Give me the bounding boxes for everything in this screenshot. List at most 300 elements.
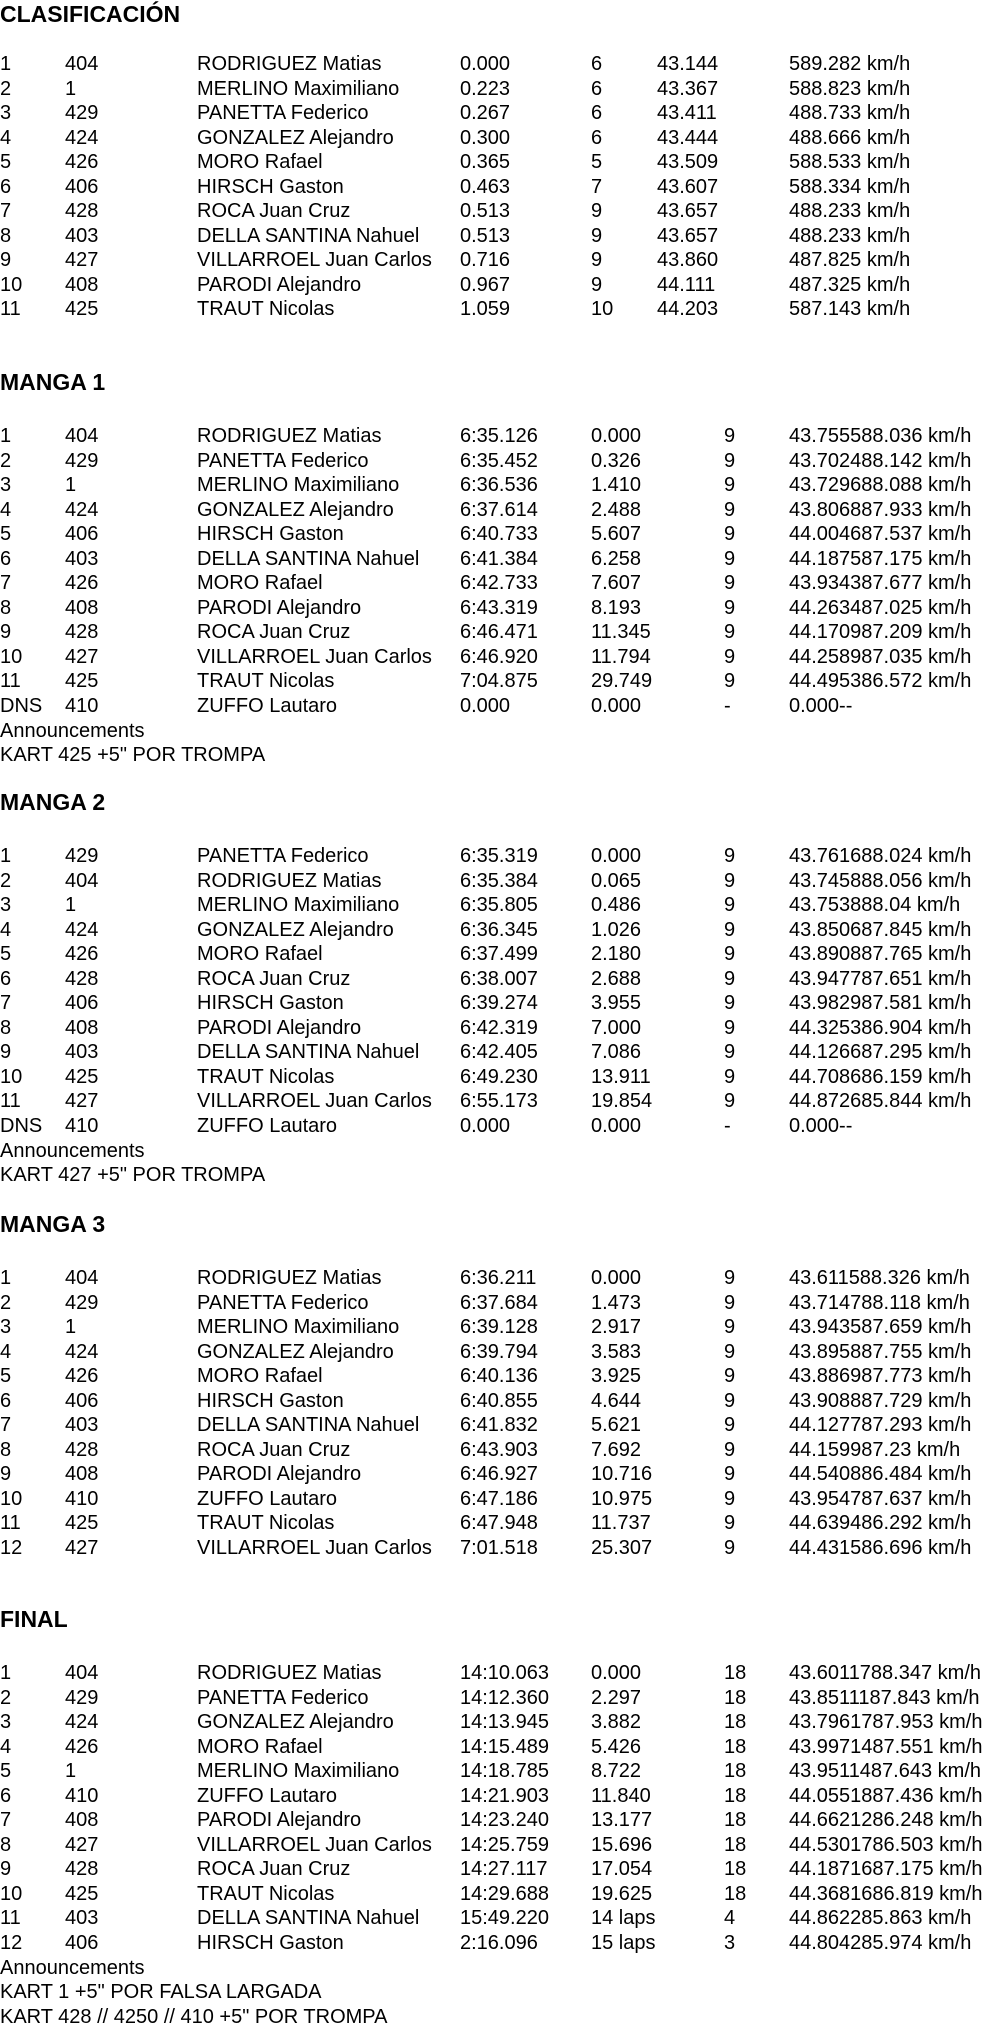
cell-pos: 10 (0, 645, 23, 668)
table-row (0, 869, 999, 894)
cell-pos: 7 (0, 1414, 12, 1437)
cell-laps: 9 (724, 1463, 736, 1486)
cell-gap: 10.716 (591, 1463, 653, 1486)
cell-laps: 4 (724, 1907, 736, 1930)
cell-gap: 0.716 (460, 249, 511, 272)
cell-gap: 3.583 (591, 1340, 642, 1363)
table-row (0, 1462, 999, 1487)
cell-pos: 4 (0, 1735, 12, 1758)
cell-pos: 2 (0, 1686, 12, 1709)
cell-laps: 7 (591, 175, 603, 198)
cell-pos: 3 (0, 1711, 12, 1734)
cell-gap: 8.193 (591, 596, 642, 619)
cell-gap: 3.925 (591, 1365, 642, 1388)
table-row (0, 498, 999, 523)
manga1-title: MANGA 1 (0, 369, 106, 395)
cell-pos: 2 (0, 1291, 12, 1314)
cell-speed: 588.823 km/h (789, 77, 911, 100)
cell-pos: 9 (0, 1041, 12, 1064)
cell-time: 6:35.319 (460, 845, 538, 867)
cell-gap: 7.000 (591, 1016, 642, 1039)
cell-time: 6:35.805 (460, 894, 538, 917)
cell-time: 6:35.452 (460, 449, 538, 472)
cell-gap: 0.000 (591, 1115, 642, 1138)
cell-laps: 18 (724, 1784, 747, 1807)
cell-time: 6:37.614 (460, 498, 538, 521)
cell-speed: 44.5301786.503 km/h (789, 1833, 983, 1856)
cell-pos: 5 (0, 943, 12, 966)
cell-kart: 404 (65, 425, 99, 447)
cell-name: TRAUT Nicolas (197, 1512, 335, 1535)
cell-kart: 428 (65, 967, 99, 990)
cell-laps: 9 (724, 449, 736, 472)
cell-speed: 44.325386.904 km/h (789, 1016, 972, 1039)
cell-pos: 6 (0, 1389, 12, 1412)
cell-name: TRAUT Nicolas (197, 298, 335, 321)
table-row (0, 1065, 999, 1090)
cell-laps: 9 (724, 523, 736, 546)
cell-kart: 408 (65, 1809, 99, 1832)
table-row (0, 1536, 999, 1561)
cell-gap: 1.059 (460, 298, 511, 321)
cell-laps: 9 (724, 572, 736, 595)
cell-gap: 19.854 (591, 1090, 653, 1113)
cell-kart: 410 (65, 1115, 99, 1138)
announcement-item: KART 425 +5" POR TROMPA (0, 744, 266, 767)
cell-gap: 1.410 (591, 474, 642, 497)
cell-pos: 6 (0, 175, 12, 198)
table-row (0, 1389, 999, 1414)
table-row (0, 1511, 999, 1536)
cell-name: PARODI Alejandro (197, 1016, 362, 1039)
cell-speed: 487.325 km/h (789, 273, 911, 296)
cell-time: 6:39.274 (460, 992, 538, 1015)
cell-pos: 5 (0, 1365, 12, 1388)
cell-gap: 11.794 (591, 645, 651, 668)
cell-kart: 428 (65, 621, 99, 644)
cell-speed: 44.127787.293 km/h (789, 1414, 972, 1437)
cell-laps: 9 (724, 1065, 736, 1088)
cell-speed: 43.886987.773 km/h (789, 1365, 972, 1388)
table-row (0, 1686, 999, 1711)
cell-time: 6:46.471 (460, 621, 538, 644)
cell-time: 6:36.211 (460, 1267, 537, 1289)
cell-time: 43.144 (657, 53, 719, 75)
cell-laps: - (724, 695, 731, 718)
cell-time: 6:37.499 (460, 943, 538, 966)
cell-kart: 410 (65, 695, 99, 718)
cell-name: TRAUT Nicolas (197, 670, 335, 693)
cell-pos: 10 (0, 1882, 23, 1905)
cell-time: 6:43.903 (460, 1438, 538, 1461)
cell-laps: 9 (724, 1512, 736, 1535)
table-row (0, 273, 999, 298)
cell-time: 44.111 (657, 273, 716, 296)
manga1-table (0, 424, 999, 768)
cell-time: 6:37.684 (460, 1291, 538, 1314)
cell-time: 6:39.128 (460, 1316, 538, 1339)
cell-gap: 5.621 (591, 1414, 642, 1437)
cell-pos: 7 (0, 572, 12, 595)
classification-title: CLASIFICACIÓN (0, 1, 181, 27)
manga2-table (0, 844, 999, 1188)
cell-kart: 404 (65, 53, 99, 75)
cell-laps: 9 (591, 249, 603, 272)
cell-speed: 44.495386.572 km/h (789, 670, 972, 693)
cell-gap: 7.086 (591, 1041, 642, 1064)
cell-gap: 0.365 (460, 151, 511, 174)
cell-gap: 1.026 (591, 918, 642, 941)
table-row (0, 967, 999, 992)
cell-pos: 5 (0, 151, 12, 174)
cell-speed: 43.745888.056 km/h (789, 869, 972, 892)
cell-speed: 44.004687.537 km/h (789, 523, 972, 546)
cell-pos: 1 (0, 425, 12, 447)
cell-speed: 44.639486.292 km/h (789, 1512, 972, 1535)
cell-kart: 408 (65, 596, 99, 619)
cell-laps: 18 (724, 1833, 747, 1856)
cell-gap: 0.000 (460, 53, 511, 75)
cell-speed: 43.943587.659 km/h (789, 1316, 972, 1339)
cell-gap: 0.486 (591, 894, 642, 917)
cell-gap: 0.065 (591, 869, 642, 892)
cell-speed: 44.187587.175 km/h (789, 547, 972, 570)
cell-laps: 9 (724, 621, 736, 644)
cell-laps: 9 (724, 547, 736, 570)
cell-speed: 44.126687.295 km/h (789, 1041, 972, 1064)
cell-laps: 9 (724, 1291, 736, 1314)
cell-laps: 9 (724, 498, 736, 521)
cell-speed: 43.850687.845 km/h (789, 918, 972, 941)
cell-gap: 0.267 (460, 102, 511, 125)
cell-kart: 1 (65, 1316, 77, 1339)
cell-kart: 403 (65, 224, 99, 247)
manga2-title: MANGA 2 (0, 789, 106, 815)
cell-time: 6:40.733 (460, 523, 538, 546)
cell-laps: 9 (591, 224, 603, 247)
announcement-item: KART 428 // 4250 // 410 +5" POR TROMPA (0, 2005, 388, 2028)
table-row (0, 1833, 999, 1858)
cell-gap: 13.911 (591, 1065, 651, 1088)
cell-name: ZUFFO Lautaro (197, 1784, 338, 1807)
table-row (0, 1291, 999, 1316)
cell-pos: 2 (0, 449, 12, 472)
cell-pos: 1 (0, 845, 12, 867)
table-row (0, 1906, 999, 1931)
cell-pos: 4 (0, 498, 12, 521)
cell-laps: 9 (724, 845, 736, 867)
cell-time: 6:36.536 (460, 474, 538, 497)
cell-kart: 426 (65, 943, 99, 966)
cell-pos: 11 (0, 298, 21, 321)
cell-speed: 43.714788.118 km/h (789, 1291, 970, 1314)
cell-kart: 429 (65, 1291, 99, 1314)
cell-gap: 0.300 (460, 126, 511, 149)
cell-name: ROCA Juan Cruz (197, 1438, 351, 1461)
cell-speed: 487.825 km/h (789, 249, 911, 272)
announcement-item: KART 427 +5" POR TROMPA (0, 1164, 266, 1187)
cell-laps: 18 (724, 1882, 747, 1905)
cell-time: 43.411 (657, 102, 717, 125)
cell-kart: 429 (65, 449, 99, 472)
cell-time: 7:01.518 (460, 1537, 538, 1560)
cell-pos: 8 (0, 224, 12, 247)
cell-laps: 9 (724, 1340, 736, 1363)
cell-gap: 2.180 (591, 943, 642, 966)
cell-name: ROCA Juan Cruz (197, 967, 351, 990)
cell-kart: 1 (65, 77, 77, 100)
cell-pos: 7 (0, 1809, 12, 1832)
cell-kart: 406 (65, 1389, 99, 1412)
final-title: FINAL (0, 1606, 68, 1632)
cell-pos: 9 (0, 249, 12, 272)
cell-pos: 4 (0, 918, 12, 941)
cell-kart: 425 (65, 670, 99, 693)
cell-gap: 29.749 (591, 670, 653, 693)
cell-pos: 3 (0, 474, 12, 497)
cell-speed: 43.982987.581 km/h (789, 992, 972, 1015)
cell-name: HIRSCH Gaston (197, 1389, 344, 1412)
cell-time: 6:49.230 (460, 1065, 538, 1088)
cell-laps: 9 (724, 894, 736, 917)
manga3-title: MANGA 3 (0, 1211, 106, 1237)
cell-name: MORO Rafael (197, 943, 323, 966)
cell-laps: 9 (724, 967, 736, 990)
cell-gap: 5.426 (591, 1735, 642, 1758)
cell-speed: 43.890887.765 km/h (789, 943, 972, 966)
table-row (0, 1114, 999, 1139)
cell-name: MERLINO Maximiliano (197, 1316, 400, 1339)
cell-time: 14:12.360 (460, 1686, 549, 1709)
cell-gap: 3.955 (591, 992, 642, 1015)
cell-laps: 18 (724, 1686, 747, 1709)
cell-kart: 1 (65, 894, 77, 917)
cell-name: HIRSCH Gaston (197, 175, 344, 198)
table-row (0, 248, 999, 273)
cell-name: RODRIGUEZ Matias (197, 53, 382, 75)
cell-time: 6:47.948 (460, 1512, 538, 1535)
announcement-item: KART 1 +5" POR FALSA LARGADA (0, 1981, 322, 2004)
cell-name: ROCA Juan Cruz (197, 200, 351, 223)
table-row (0, 918, 999, 943)
manga3-table (0, 1266, 999, 1561)
cell-name: GONZALEZ Alejandro (197, 918, 394, 941)
table-row (0, 1413, 999, 1438)
cell-laps: 10 (591, 298, 614, 321)
cell-pos: 12 (0, 1537, 23, 1560)
cell-name: PARODI Alejandro (197, 273, 362, 296)
table-row (0, 893, 999, 918)
cell-time: 43.860 (657, 249, 719, 272)
cell-speed: 488.733 km/h (789, 102, 911, 125)
cell-speed: 43.755588.036 km/h (789, 425, 972, 447)
cell-time: 0.000 (460, 1115, 511, 1138)
table-row (0, 1315, 999, 1340)
cell-name: ZUFFO Lautaro (197, 1487, 338, 1510)
cell-gap: 25.307 (591, 1537, 653, 1560)
cell-name: PANETTA Federico (197, 449, 369, 472)
cell-gap: 2.488 (591, 498, 642, 521)
cell-name: PANETTA Federico (197, 1291, 369, 1314)
cell-kart: 424 (65, 126, 99, 149)
cell-gap: 1.473 (591, 1291, 642, 1314)
cell-pos: 10 (0, 1487, 23, 1510)
cell-name: RODRIGUEZ Matias (197, 425, 382, 447)
cell-laps: 9 (724, 1016, 736, 1039)
cell-gap: 0.000 (591, 1662, 642, 1684)
cell-laps: 9 (724, 1414, 736, 1437)
cell-time: 6:42.319 (460, 1016, 538, 1039)
cell-laps: 9 (724, 1316, 736, 1339)
cell-pos: 3 (0, 894, 12, 917)
cell-speed: 44.1871687.175 km/h (789, 1858, 983, 1881)
cell-name: PANETTA Federico (197, 845, 369, 867)
table-row (0, 473, 999, 498)
cell-time: 14:10.063 (460, 1662, 549, 1684)
cell-speed: 43.9971487.551 km/h (789, 1735, 983, 1758)
cell-time: 6:47.186 (460, 1487, 538, 1510)
cell-kart: 426 (65, 1735, 99, 1758)
cell-kart: 429 (65, 845, 99, 867)
cell-speed: 588.533 km/h (789, 151, 911, 174)
cell-kart: 403 (65, 1041, 99, 1064)
cell-laps: 9 (724, 645, 736, 668)
table-row (0, 645, 999, 670)
table-row (0, 101, 999, 126)
cell-speed: 44.708686.159 km/h (789, 1065, 972, 1088)
cell-kart: 408 (65, 1016, 99, 1039)
cell-gap: 0.000 (591, 425, 642, 447)
cell-time: 6:36.345 (460, 918, 538, 941)
cell-pos: 8 (0, 1833, 12, 1856)
cell-pos: 11 (0, 1907, 21, 1930)
cell-laps: 9 (724, 596, 736, 619)
table-row (0, 596, 999, 621)
cell-laps: 9 (724, 474, 736, 497)
cell-gap: 0.513 (460, 200, 511, 223)
cell-kart: 427 (65, 1833, 99, 1856)
cell-speed: 44.540886.484 km/h (789, 1463, 972, 1486)
cell-kart: 424 (65, 1340, 99, 1363)
cell-gap: 0.000 (591, 1267, 642, 1289)
cell-kart: 406 (65, 175, 99, 198)
cell-name: VILLARROEL Juan Carlos (197, 1537, 432, 1560)
cell-kart: 427 (65, 249, 99, 272)
cell-speed: 488.233 km/h (789, 200, 911, 223)
cell-gap: 0.000 (591, 695, 642, 718)
cell-gap: 2.297 (591, 1686, 642, 1709)
cell-speed: 44.872685.844 km/h (789, 1090, 972, 1113)
table-row (0, 694, 999, 719)
cell-speed: 44.159987.23 km/h (789, 1438, 961, 1461)
table-row (0, 844, 999, 869)
cell-speed: 43.947787.651 km/h (789, 967, 972, 990)
table-row (0, 424, 999, 449)
cell-time: 15:49.220 (460, 1907, 549, 1930)
table-row (0, 1487, 999, 1512)
cell-pos: 2 (0, 869, 12, 892)
cell-gap: 2.917 (591, 1316, 642, 1339)
table-row (0, 1857, 999, 1882)
cell-pos: 8 (0, 1438, 12, 1461)
cell-gap: 15 laps (591, 1932, 656, 1955)
cell-name: MORO Rafael (197, 1735, 323, 1758)
table-row (0, 1340, 999, 1365)
cell-time: 6:40.855 (460, 1389, 538, 1412)
cell-laps: 9 (724, 1537, 736, 1560)
cell-speed: 43.611588.326 km/h (789, 1267, 970, 1289)
cell-kart: 424 (65, 1711, 99, 1734)
cell-speed: 488.666 km/h (789, 126, 911, 149)
cell-laps: 9 (724, 1090, 736, 1113)
cell-laps: 9 (724, 869, 736, 892)
table-row (0, 1016, 999, 1041)
cell-kart: 410 (65, 1784, 99, 1807)
cell-kart: 427 (65, 1090, 99, 1113)
cell-name: DELLA SANTINA Nahuel (197, 1041, 420, 1064)
cell-time: 6:55.173 (460, 1090, 538, 1113)
cell-time: 6:39.794 (460, 1340, 538, 1363)
cell-speed: 44.0551887.436 km/h (789, 1784, 983, 1807)
cell-kart: 425 (65, 1882, 99, 1905)
cell-time: 6:40.136 (460, 1365, 538, 1388)
cell-laps: - (724, 1115, 731, 1138)
cell-time: 7:04.875 (460, 670, 538, 693)
cell-time: 43.367 (657, 77, 719, 100)
cell-laps: 18 (724, 1711, 747, 1734)
cell-speed: 43.7961787.953 km/h (789, 1711, 983, 1734)
cell-laps: 9 (724, 992, 736, 1015)
cell-time: 6:46.927 (460, 1463, 538, 1486)
table-row (0, 1266, 999, 1291)
cell-laps: 18 (724, 1662, 747, 1684)
cell-time: 6:35.126 (460, 425, 538, 447)
cell-name: RODRIGUEZ Matias (197, 869, 382, 892)
cell-pos: 2 (0, 77, 12, 100)
cell-kart: 404 (65, 1662, 99, 1684)
cell-gap: 0.513 (460, 224, 511, 247)
cell-laps: 9 (724, 1041, 736, 1064)
cell-pos: 6 (0, 1784, 12, 1807)
table-row (0, 1784, 999, 1809)
cell-laps: 6 (591, 53, 603, 75)
cell-name: PARODI Alejandro (197, 596, 362, 619)
cell-kart: 1 (65, 474, 77, 497)
cell-time: 6:42.405 (460, 1041, 538, 1064)
cell-gap: 0.223 (460, 77, 511, 100)
announcements-label: Announcements (0, 719, 145, 742)
table-row (0, 224, 999, 249)
cell-name: TRAUT Nicolas (197, 1882, 335, 1905)
cell-gap: 17.054 (591, 1858, 653, 1881)
table-row (0, 571, 999, 596)
cell-time: 14:29.688 (460, 1882, 549, 1905)
table-row (0, 52, 999, 77)
table-row (0, 1882, 999, 1907)
cell-kart: 427 (65, 1537, 99, 1560)
cell-name: ROCA Juan Cruz (197, 621, 351, 644)
cell-laps: 9 (724, 1438, 736, 1461)
cell-gap: 11.737 (591, 1512, 651, 1535)
cell-time: 43.657 (657, 224, 719, 247)
cell-kart: 1 (65, 1760, 77, 1783)
cell-laps: 9 (724, 943, 736, 966)
cell-pos: 3 (0, 1316, 12, 1339)
cell-name: GONZALEZ Alejandro (197, 1340, 394, 1363)
table-row (0, 1089, 999, 1114)
cell-gap: 0.967 (460, 273, 511, 296)
table-row (0, 1661, 999, 1686)
